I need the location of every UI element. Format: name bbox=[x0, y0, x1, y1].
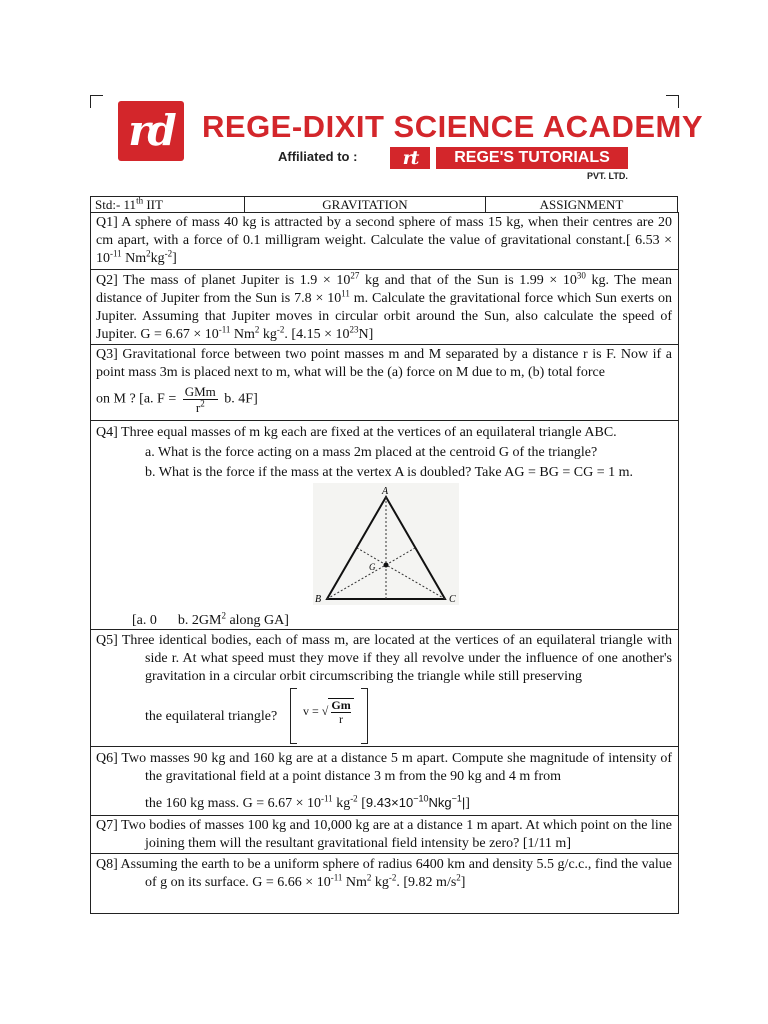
triangle-diagram bbox=[313, 483, 459, 605]
q6-e2: -2 bbox=[350, 793, 358, 804]
q2-p4: m. Calculate the gravitational force which Sun exerts on Jupiter. Assuming that Jupiter moves in circular orbit around the Sun, also calculate the speed of Jupiter. G = 6.67 × 10 bbox=[96, 291, 672, 342]
q6-text: Q6] Two masses 90 kg and 160 kg are at a distance 5 m apart. Compute she magnitude of intensity of the gravitational field at a point distance 3 m from the 90 kg and 4 m from bbox=[96, 751, 672, 784]
q8-p2: Nm bbox=[342, 875, 367, 890]
subject-cell: GRAVITATION bbox=[245, 197, 486, 213]
q2-e3: 11 bbox=[341, 288, 350, 299]
bracket-corner bbox=[361, 688, 367, 689]
q4-part-a: a. What is the force acting on a mass 2m placed at the centroid G of the triangle? bbox=[145, 445, 598, 460]
q8-e4: 2 bbox=[456, 872, 461, 883]
q6-last-line bbox=[145, 794, 665, 813]
q2-p7: . [4.15 × 10 bbox=[284, 327, 350, 342]
divider bbox=[90, 853, 678, 854]
divider bbox=[90, 629, 678, 630]
q6-ans-open: [ bbox=[357, 796, 366, 811]
q1-text: Q1] A sphere of mass 40 kg is attracted by a second sphere of mass 15 kg, when their centres are 20 cm apart, with a force of 0.1 milligram weight. Calculate the value of gravitational constant.[ 6.53 × 10 bbox=[96, 215, 672, 266]
q2-e6: -2 bbox=[276, 324, 285, 335]
q6-mid: kg bbox=[332, 796, 351, 811]
q8-p5: ] bbox=[460, 875, 466, 890]
q4-answer-a: [a. 0 bbox=[132, 613, 157, 628]
q6-prefix: the 160 kg mass. G = 6.67 × 10 bbox=[145, 796, 322, 811]
triangle-figure bbox=[313, 483, 459, 605]
divider bbox=[90, 815, 678, 816]
formula-v: v = bbox=[303, 703, 319, 718]
q1-unit2: kg bbox=[150, 251, 165, 266]
question-8 bbox=[96, 856, 672, 892]
q3-prefix: on M ? [a. F = bbox=[96, 391, 177, 407]
formula-radical bbox=[328, 698, 353, 726]
q8-e3: -2 bbox=[388, 872, 397, 883]
q4-answer-b: b. 2GM bbox=[177, 613, 222, 628]
q6-ans-unit: Nkg bbox=[428, 795, 452, 810]
q4-answer-b-suffix: along GA] bbox=[225, 613, 289, 628]
q2-p1: Q2] The mass of planet Jupiter is 1.9 × 10 bbox=[96, 273, 351, 288]
label-a: A bbox=[382, 486, 389, 497]
q4-answer-b-exp: 2 bbox=[221, 610, 226, 621]
q2-p2: kg and that of the Sun is 1.99 × 10 bbox=[359, 273, 577, 288]
label-c: C bbox=[449, 594, 456, 605]
label-g: G bbox=[369, 562, 376, 572]
info-row bbox=[90, 196, 678, 213]
q6-e1: -11 bbox=[321, 793, 333, 804]
q8-p3: kg bbox=[371, 875, 389, 890]
q8-e1: -11 bbox=[330, 872, 343, 883]
tutorials-logo: rt bbox=[390, 147, 430, 169]
q6-answer: $9.43\times 10^{-10}Nkg^{-1}|$ bbox=[365, 793, 466, 810]
question-1 bbox=[96, 214, 672, 268]
label-b: B bbox=[315, 594, 322, 605]
q8-e2: 2 bbox=[366, 872, 372, 883]
letterhead bbox=[90, 95, 704, 195]
q2-e4: -11 bbox=[218, 324, 231, 335]
q5-last-line: the equilateral triangle? bbox=[145, 709, 278, 724]
q3-frac-num: GMm bbox=[184, 384, 216, 399]
q2-e1: 27 bbox=[350, 270, 360, 281]
question-2 bbox=[96, 272, 672, 344]
centroid-point bbox=[384, 563, 389, 568]
q8-p4: . [9.82 m/s bbox=[396, 875, 457, 890]
question-7 bbox=[96, 817, 672, 853]
divider bbox=[90, 269, 678, 270]
q6-ans-exp: −10 bbox=[413, 793, 429, 804]
q7-text: Q7] Two bodies of masses 100 kg and 10,000 kg are at a distance 1 m apart. At which point on the line joining them will the resultant gravitational field intensity be zero? [1/11 m] bbox=[96, 818, 672, 851]
std-prefix: Std:- 11 bbox=[95, 197, 137, 212]
std-cell bbox=[91, 197, 245, 213]
bracket-corner bbox=[291, 688, 297, 689]
q1-exp3: -2 bbox=[164, 248, 173, 259]
q6-ans-value: 9.43×10 bbox=[365, 795, 414, 810]
tutorials-name: REGE'S TUTORIALS bbox=[436, 147, 628, 169]
q5-text: Q5] Three identical bodies, each of mass m, are located at the vertices of an equilateral triangle with side r. At what speed must they move if they all revolve under the influence of one another's gravitation in a circular orbit circumscribing the triangle while still preserving bbox=[96, 633, 672, 684]
question-3-line3 bbox=[96, 384, 672, 415]
q2-p8: N] bbox=[358, 327, 374, 342]
divider bbox=[90, 344, 678, 345]
q2-p3: kg. The mean distance of Jupiter from the Sun is 7.8 × 10 bbox=[96, 273, 672, 306]
q3-frac-den-exp: 2 bbox=[200, 398, 205, 409]
academy-name: REGE-DIXIT SCIENCE ACADEMY bbox=[202, 109, 704, 144]
question-4 bbox=[96, 424, 672, 442]
velocity-formula: v = √ $\frac{Gm}{r}$ bbox=[303, 698, 354, 726]
q5-answer-formula bbox=[290, 688, 368, 744]
std-sup: th bbox=[136, 195, 144, 206]
q3-frac-den: r bbox=[195, 400, 201, 415]
q1-unit: Nm bbox=[121, 251, 147, 266]
q3-fraction bbox=[183, 384, 218, 415]
q2-p6: kg bbox=[259, 327, 277, 342]
q2-e5: 2 bbox=[254, 324, 260, 335]
pvt-ltd: PVT. LTD. bbox=[587, 171, 628, 181]
question-6 bbox=[96, 750, 672, 786]
formula-den: r bbox=[339, 712, 344, 726]
bracket-corner bbox=[361, 743, 367, 744]
divider bbox=[90, 746, 678, 747]
q2-e7: 23 bbox=[349, 324, 359, 335]
q1-exp1: -11 bbox=[110, 248, 122, 259]
question-5 bbox=[96, 632, 672, 686]
q4-part-b: b. What is the force if the mass at the vertex A is doubled? Take AG = BG = CG = 1 m. bbox=[145, 465, 633, 480]
q4-answer bbox=[132, 612, 432, 630]
affiliated-label: Affiliated to : bbox=[278, 149, 358, 164]
formula-num: Gm bbox=[331, 698, 351, 712]
q3-text: Q3] Gravitational force between two point masses m and M separated by a distance r is F. Now if a point mass 3m is placed next to m, what will be the (a) force on M due to m, (b) total force bbox=[96, 347, 672, 380]
bracket-corner bbox=[291, 743, 297, 744]
academy-logo: rd bbox=[118, 101, 184, 161]
q8-text: Q8] Assuming the earth to be a uniform sphere of radius 6400 km and density 5.5 g/c.c., find the value of g on its surface. G = 6.66 × 10 bbox=[96, 857, 672, 890]
q1-end: ] bbox=[172, 251, 177, 266]
q2-e2: 30 bbox=[576, 270, 586, 281]
q2-p5: Nm bbox=[230, 327, 255, 342]
q4-text: Q4] Three equal masses of m kg each are fixed at the vertices of an equilateral triangle ABC. bbox=[96, 425, 617, 440]
q1-exp2: 2 bbox=[146, 248, 151, 259]
q3-suffix: b. 4F] bbox=[224, 391, 258, 407]
type-cell: ASSIGNMENT bbox=[486, 197, 678, 213]
q6-ans-close: ] bbox=[465, 796, 470, 811]
std-value: IIT bbox=[146, 197, 163, 212]
question-3 bbox=[96, 346, 672, 382]
divider bbox=[90, 420, 678, 421]
q6-ans-unit-exp: −1 bbox=[451, 793, 462, 804]
triangle-abc bbox=[327, 497, 445, 599]
